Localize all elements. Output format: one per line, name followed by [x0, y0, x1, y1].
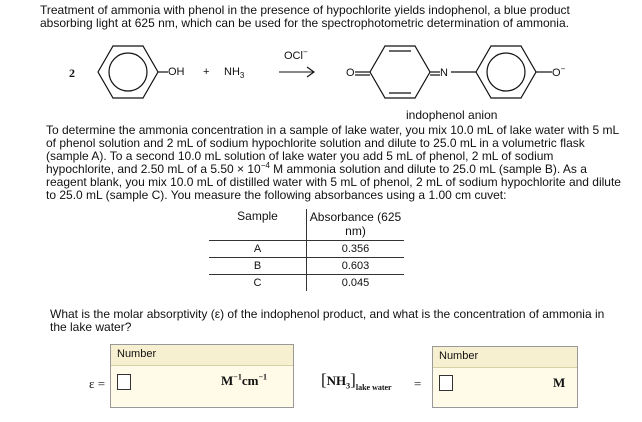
- quinone-oxygen: O: [346, 67, 355, 79]
- absorbance-cell: 0.045: [307, 274, 405, 291]
- epsilon-unit: $M^{-1}cm^{-1}$: [221, 372, 268, 388]
- number-label: Number: [433, 347, 577, 368]
- reaction-arrow: [279, 67, 314, 77]
- table-row: [209, 257, 404, 274]
- question-text: What is the molar absorptivity (ε) of the indophenol product, and what is the concentration of ammonia in the lake water?: [50, 307, 605, 334]
- imine-nitrogen: N: [440, 67, 448, 79]
- nh3-label: $[NH_3]_{lake water}$: [321, 370, 392, 392]
- product-caption: indophenol anion: [406, 108, 498, 122]
- intro-text: Treatment of ammonia with phenol in the presence of hypochlorite yields indophenol, a blue product absorbing light at 625 nm, which can be used for the spectrophotometric determination of ammonia.: [40, 3, 570, 30]
- sample-cell: A: [209, 240, 307, 257]
- reaction-scheme: [0, 0, 642, 130]
- header-sample: Sample: [209, 209, 307, 240]
- absorbance-table: [209, 209, 404, 291]
- reaction-plus: +: [203, 66, 210, 78]
- nh3-input[interactable]: [439, 375, 453, 391]
- phenoxide-ring: [451, 46, 552, 98]
- epsilon-answer-box: [110, 344, 294, 408]
- sample-cell: C: [209, 274, 307, 291]
- absorbance-cell: 0.356: [307, 240, 405, 257]
- quinone-ring: [355, 46, 440, 98]
- epsilon-input[interactable]: [117, 374, 131, 390]
- nh3-answer-box: [432, 346, 578, 408]
- nh3-unit: M: [553, 375, 566, 390]
- ammonia-formula: $NH_3$: [224, 66, 245, 81]
- table-row: [209, 274, 404, 291]
- nh3-equals: =: [414, 376, 422, 391]
- number-label: Number: [111, 345, 293, 366]
- hypochlorite-reagent: OCl−: [284, 47, 308, 62]
- phenoxide-oxygen: O−: [552, 64, 566, 79]
- reaction-coefficient: 2: [69, 66, 75, 80]
- phenol-oh: OH: [168, 66, 185, 78]
- table-row: [209, 240, 404, 257]
- procedure-paragraph: To determine the ammonia concentration in a sample of lake water, you mix 10.0 mL of lake water with 5 mL of phenol solution and 2 mL of sodium hypochlorite solution and dilute to 25.0 mL in a volumetric flask (sample A). To a second 10.0 mL solution of lake water you add 5 mL of phenol, 2 mL of sodium hypochlorite, and 2.50 mL of a $5.50 \times 10^{-4}$ M ammonia solution and dilute to 25.0 mL (sample B). As a reagent blank, you mix 10.0 mL of distilled water with 5 mL of phenol, 2 mL of sodium hypochlorite and dilute to 25.0 mL (sample C). You measure the following absorbances using a 1.00 cm cuvet:: [46, 123, 621, 202]
- sample-cell: B: [209, 257, 307, 274]
- epsilon-label: ε =: [89, 376, 106, 391]
- header-absorbance: Absorbance (625 nm): [307, 209, 405, 240]
- absorbance-cell: 0.603: [307, 257, 405, 274]
- phenol-ring: [98, 46, 168, 98]
